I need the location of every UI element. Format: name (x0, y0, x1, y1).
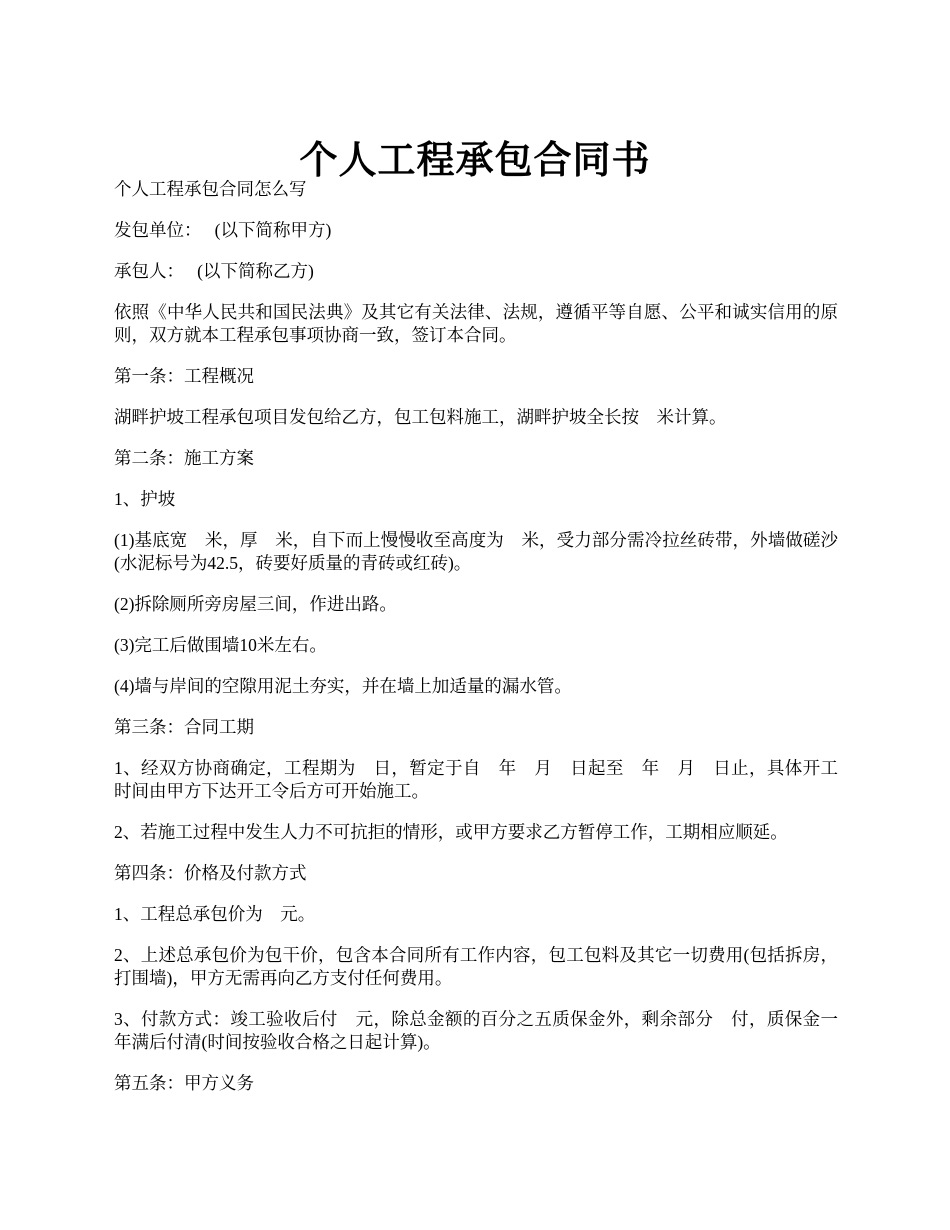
paragraph-slope-protection: 1、护坡 (114, 489, 176, 509)
article-4-heading: 第四条：价格及付款方式 (114, 863, 307, 883)
paragraph-schedule-2: 2、若施工过程中发生人力不可抗拒的情形，或甲方要求乙方暂停工作，工期相应顺延。 (114, 822, 788, 842)
document-title: 个人工程承包合同书 (299, 140, 651, 183)
paragraph-item-3: (3)完工后做围墙10米左右。 (114, 635, 327, 655)
paragraph-subtitle: 个人工程承包合同怎么写 (114, 179, 307, 199)
article-2-heading: 第二条：施工方案 (114, 448, 254, 468)
paragraph-price-2: 2、上述总承包价为包干价，包含本合同所有工作内容，包工包料及其它一切费用(包括拆房，打围墙)，甲方无需再向乙方支付任何费用。 (114, 945, 838, 988)
paragraph-preamble: 依照《中华人民共和国民法典》及其它有关法律、法规，遵循平等自愿、公平和诚实信用的原则，双方就本工程承包事项协商一致，签订本合同。 (114, 302, 838, 345)
paragraph-price-1: 1、工程总承包价为 元。 (114, 904, 316, 924)
document-body (114, 178, 838, 1113)
paragraph-contracting-party: 发包单位： (以下简称甲方) (114, 220, 332, 240)
paragraph-item-2: (2)拆除厕所旁房屋三间，作进出路。 (114, 594, 397, 614)
paragraph-item-4: (4)墙与岸间的空隙用泥土夯实，并在墙上加适量的漏水管。 (114, 676, 572, 696)
paragraph-item-1: (1)基底宽 米，厚 米，自下而上慢慢收至高度为 米，受力部分需冷拉丝砖带，外墙做磋沙(水泥标号为42.5，砖要好质量的青砖或红砖)。 (114, 530, 838, 573)
article-3-heading: 第三条：合同工期 (114, 717, 254, 737)
article-1-heading: 第一条：工程概况 (114, 366, 254, 386)
article-5-heading: 第五条：甲方义务 (114, 1073, 254, 1093)
paragraph-price-3: 3、付款方式：竣工验收后付 元，除总金额的百分之五质保金外，剩余部分 付，质保金一年满后付清(时间按验收合格之日起计算)。 (114, 1009, 838, 1052)
paragraph-project-overview: 湖畔护坡工程承包项目发包给乙方，包工包料施工，湖畔护坡全长按 米计算。 (114, 407, 727, 427)
paragraph-schedule-1: 1、经双方协商确定，工程期为 日，暂定于自 年 月 日起至 年 月 日止，具体开工时间由甲方下达开工令后方可开始施工。 (114, 758, 838, 801)
paragraph-contractor: 承包人： (以下简称乙方) (114, 261, 314, 281)
